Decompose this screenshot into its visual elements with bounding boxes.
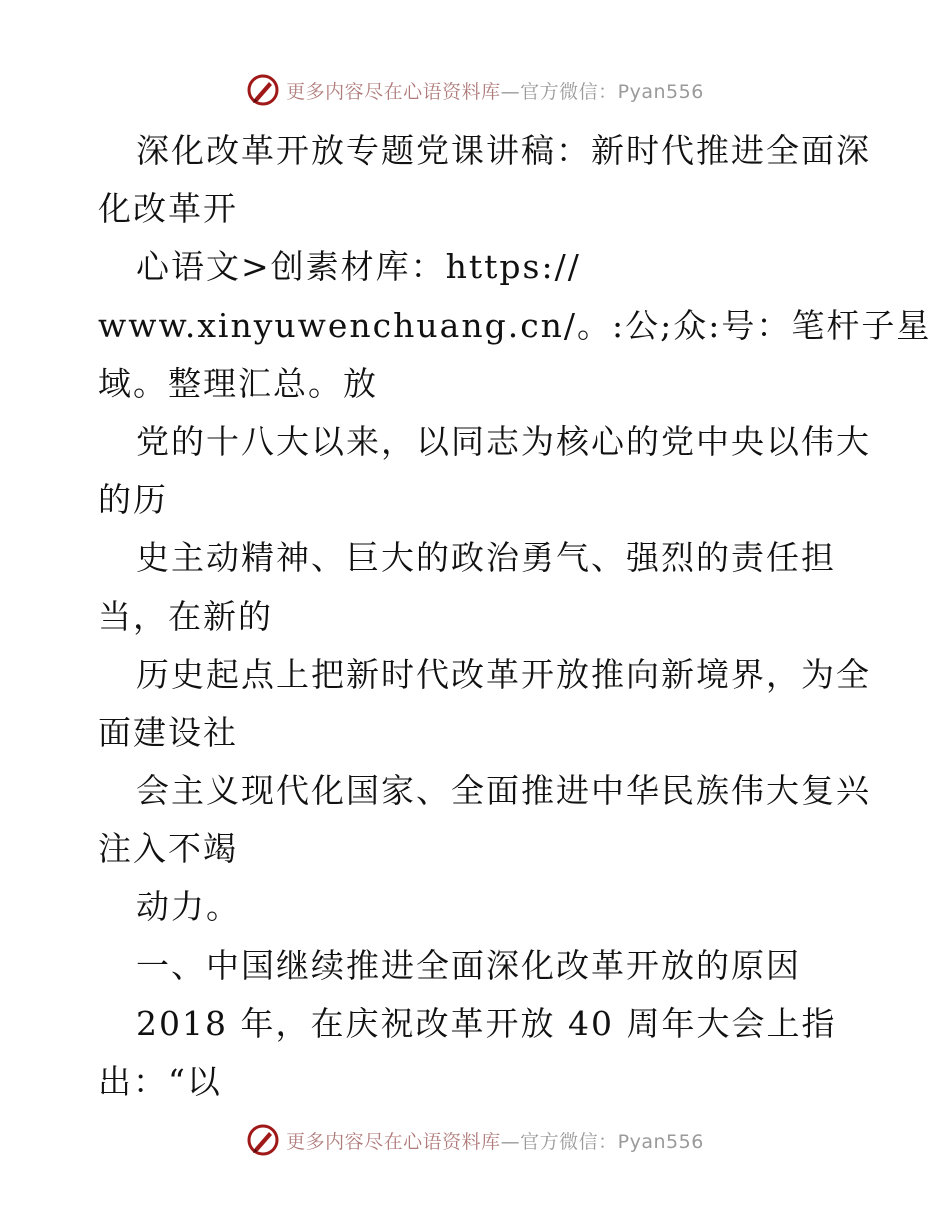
footer-banner — [0, 1120, 950, 1160]
text-line: 面建设社 — [98, 712, 238, 752]
banner-text — [286, 1127, 704, 1154]
text-line: 域。整理汇总。放 — [98, 363, 378, 403]
banner-main-text: 更多内容尽在心语资料库 — [286, 80, 501, 103]
pen-logo-icon — [246, 73, 280, 107]
text-line: 的历 — [98, 480, 168, 520]
banner-text — [286, 77, 704, 104]
text-line: 2018 年，在庆祝改革开放 40 周年大会上指 — [136, 1003, 837, 1043]
pen-logo-icon — [246, 1123, 280, 1157]
text-line: 注入不竭 — [98, 829, 238, 869]
text-line: 一、中国继续推进全面深化改革开放的原因 — [136, 945, 801, 985]
text-line: 出：“以 — [98, 1062, 222, 1101]
header-banner — [0, 70, 950, 110]
text-line: 化改革开 — [98, 189, 238, 229]
text-line: 历史起点上把新时代改革开放推向新境界，为全 — [136, 654, 871, 694]
text-line: 深化改革开放专题党课讲稿：新时代推进全面深 — [136, 131, 871, 170]
text-line: 心语文>创素材库：https:// — [136, 247, 581, 287]
text-line: 史主动精神、巨大的政治勇气、强烈的责任担 — [136, 538, 836, 578]
banner-official-text: —官方微信：Pyan556 — [500, 1130, 704, 1153]
document-body — [98, 122, 932, 1111]
text-line: 党的十八大以来，以同志为核心的党中央以伟大 — [136, 421, 871, 461]
banner-main-text: 更多内容尽在心语资料库 — [286, 1130, 501, 1153]
text-line: www.xinyuwenchuang.cn/。:公;众:号：笔杆子星 — [98, 305, 932, 345]
text-line: 会主义现代化国家、全面推进中华民族伟大复兴 — [136, 771, 871, 811]
text-line: 动力。 — [136, 887, 241, 927]
banner-official-text: —官方微信：Pyan556 — [500, 80, 704, 103]
text-line: 当，在新的 — [98, 596, 273, 636]
